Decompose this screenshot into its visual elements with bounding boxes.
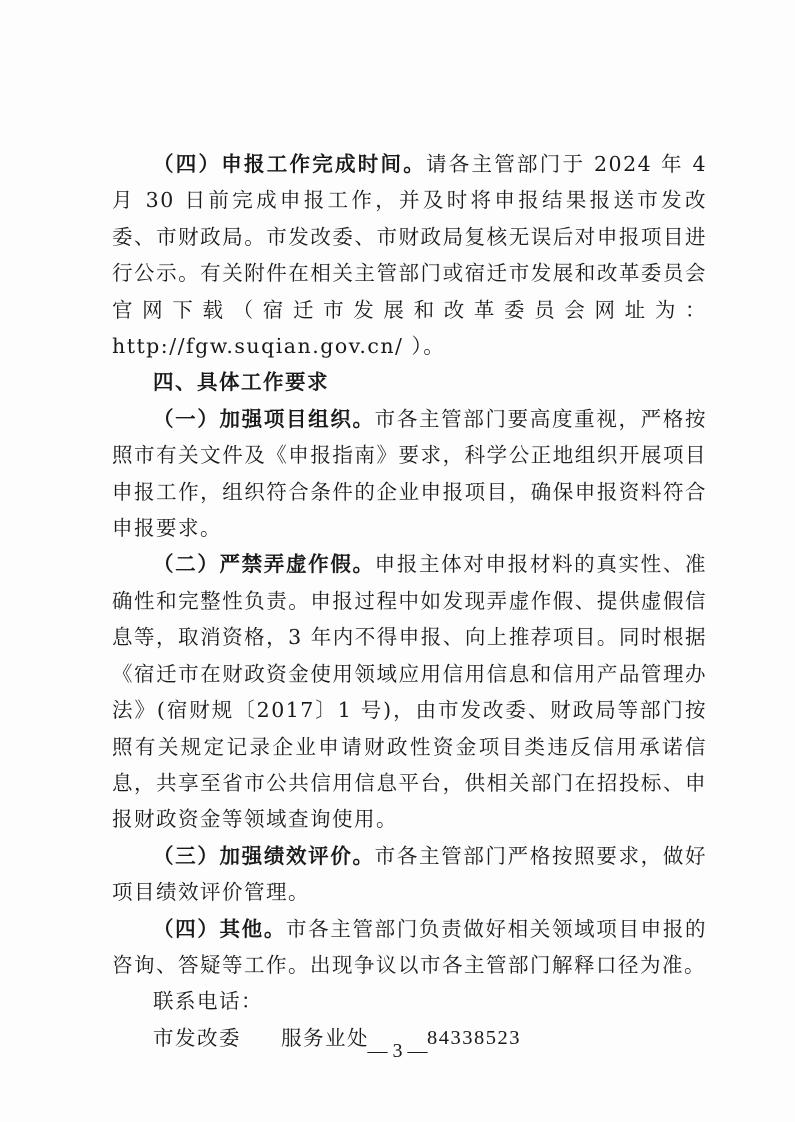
paragraph-no-fraud-text: 申报主体对申报材料的真实性、准确性和完整性负责。申报过程中如发现弄虚作假、提供虚假信息等，取消资格，3 年内不得申报、向上推荐项目。同时根据《宿迁市在财政资金使用领域应用信用信息和信用产品管理办法》(宿财规〔2017〕1 号)，由市发改委、财政局等部门按照有关规定记录企业申请财政性资金项目类违反信用承诺信息，共享至省市公共信用信息平台，供相关部门在招投标、申报财政资金等领域查询使用。 — [112, 552, 708, 832]
document-body — [112, 146, 707, 1056]
contact-label: 联系电话： — [153, 989, 263, 1014]
contact-org: 市发改委 — [153, 1025, 241, 1050]
paragraph-other — [112, 911, 707, 984]
section-heading-requirements: 四、具体工作要求 — [153, 370, 329, 395]
paragraph-deadline-text: 请各主管部门于 2024 年 4 月 30 日前完成申报工作，并及时将申报结果报送市发改委、市财政局。市发改委、市财政局复核无误后对申报项目进行公示。有关附件在相关主管部门或宿迁市发展和改革委员会官网下载（宿迁市发展和改革委员会网址为：http://fgw.suqian.gov.cn/ ）。 — [112, 152, 708, 359]
paragraph-deadline-lead: （四）申报工作完成时间。 — [153, 152, 426, 176]
paragraph-deadline — [112, 146, 707, 364]
contact-phone: 84338523 — [427, 1026, 521, 1049]
paragraph-no-fraud — [112, 546, 707, 837]
paragraph-organization — [112, 401, 707, 547]
paragraph-other-lead: （四）其他。 — [153, 916, 286, 941]
paragraph-performance-lead: （三）加强绩效评价。 — [153, 843, 375, 868]
page-number: — 3 — — [367, 1040, 428, 1062]
paragraph-no-fraud-lead: （二）严禁弄虚作假。 — [153, 552, 375, 577]
contact-dept: 服务业处 — [281, 1025, 369, 1050]
paragraph-performance — [112, 838, 707, 911]
paragraph-other-text: 市各主管部门负责做好相关领域项目申报的咨询、答疑等工作。出现争议以市各主管部门解释口径为准。 — [112, 916, 707, 977]
paragraph-performance-text: 市各主管部门严格按照要求，做好项目绩效评价管理。 — [112, 843, 708, 905]
paragraph-organization-text: 市各主管部门要高度重视，严格按照市有关文件及《申报指南》要求，科学公正地组织开展项目申报工作，组织符合条件的企业申报项目，确保申报资料符合申报要求。 — [112, 406, 708, 541]
paragraph-organization-lead: （一）加强项目组织。 — [153, 406, 375, 431]
